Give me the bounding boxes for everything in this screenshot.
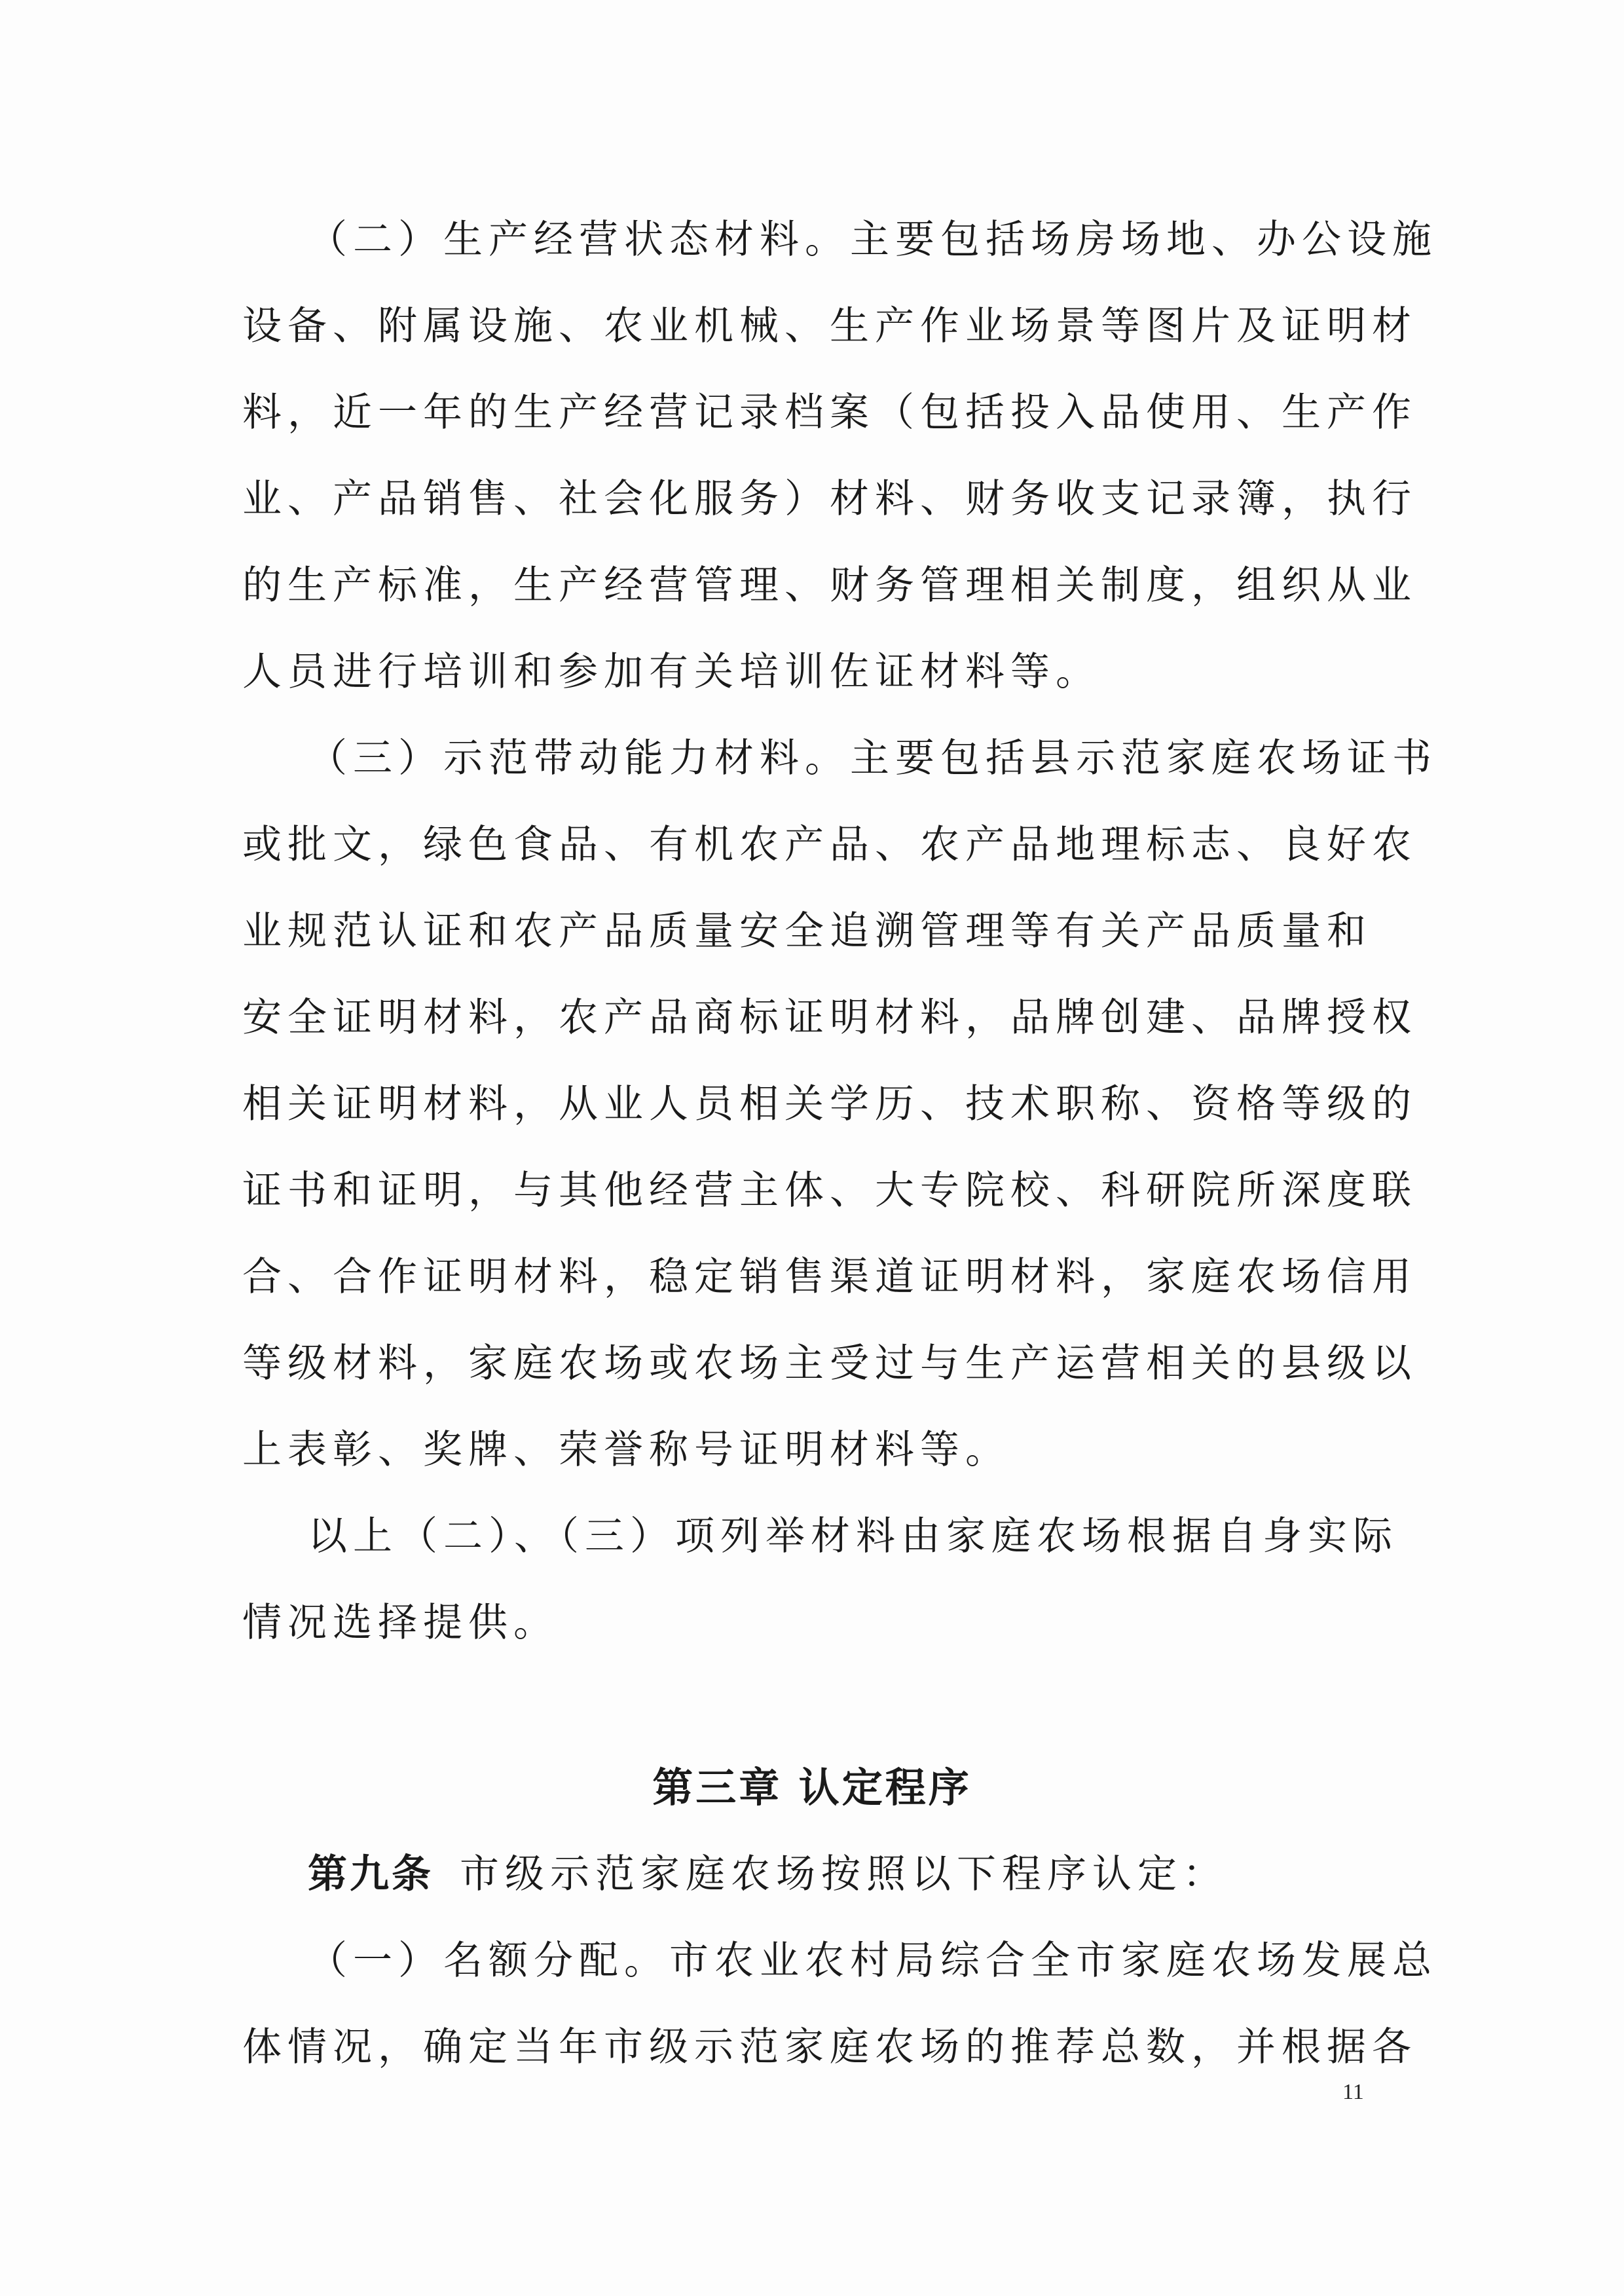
chapter-title: 第三章 认定程序 <box>652 1764 972 1811</box>
paragraph-line: 安全证明材料，农产品商标证明材料，品牌创建、品牌授权 <box>242 995 1417 1041</box>
paragraph-line: （二）生产经营状态材料。主要包括场房场地、办公设施 <box>308 217 1437 263</box>
article-text: 市级示范家庭农场按照以下程序认定： <box>460 1851 1228 1897</box>
paragraph-line: 情况选择提供。 <box>242 1600 559 1646</box>
section-gap <box>242 1666 1382 1745</box>
paragraph-line: （三）示范带动能力材料。主要包括县示范家庭农场证书 <box>308 735 1437 781</box>
paragraph-line: 上表彰、奖牌、荣誉称号证明材料等。 <box>242 1427 1010 1473</box>
paragraph-line: 相关证明材料，从业人员相关学历、技术职称、资格等级的 <box>242 1081 1417 1127</box>
paragraph-line: 业、产品销售、社会化服务）材料、财务收支记录簿，执行 <box>242 476 1417 522</box>
paragraph-line: 料，近一年的生产经营记录档案（包括投入品使用、生产作 <box>242 390 1417 435</box>
paragraph-line: 设备、附属设施、农业机械、生产作业场景等图片及证明材 <box>242 303 1417 349</box>
paragraph-line: 人员进行培训和参加有关培训佐证材料等。 <box>242 649 1101 695</box>
paragraph-line: 等级材料，家庭农场或农场主受过与生产运营相关的县级以 <box>242 1341 1417 1386</box>
paragraph-line: 证书和证明，与其他经营主体、大专院校、科研院所深度联 <box>242 1168 1417 1213</box>
paragraph-line: 或批文，绿色食品、有机农产品、农产品地理标志、良好农 <box>242 822 1417 868</box>
body-text <box>242 196 1437 2090</box>
paragraph-line: 体情况，确定当年市级示范家庭农场的推荐总数，并根据各 <box>242 2024 1417 2070</box>
article-label: 第九条 <box>308 1851 434 1897</box>
paragraph-line: （一）名额分配。市农业农村局综合全市家庭农场发展总 <box>308 1938 1437 1984</box>
paragraph-line: 合、合作证明材料，稳定销售渠道证明材料，家庭农场信用 <box>242 1254 1417 1300</box>
page-number: 11 <box>1342 2080 1364 2104</box>
article-line <box>242 1831 1382 1917</box>
paragraph-line: 业规范认证和农产品质量安全追溯管理等有关产品质量和 <box>242 908 1372 954</box>
paragraph-line: 以上（二）、（三）项列举材料由家庭农场根据自身实际 <box>308 1513 1398 1559</box>
paragraph-line: 的生产标准，生产经营管理、财务管理相关制度，组织从业 <box>242 563 1417 608</box>
